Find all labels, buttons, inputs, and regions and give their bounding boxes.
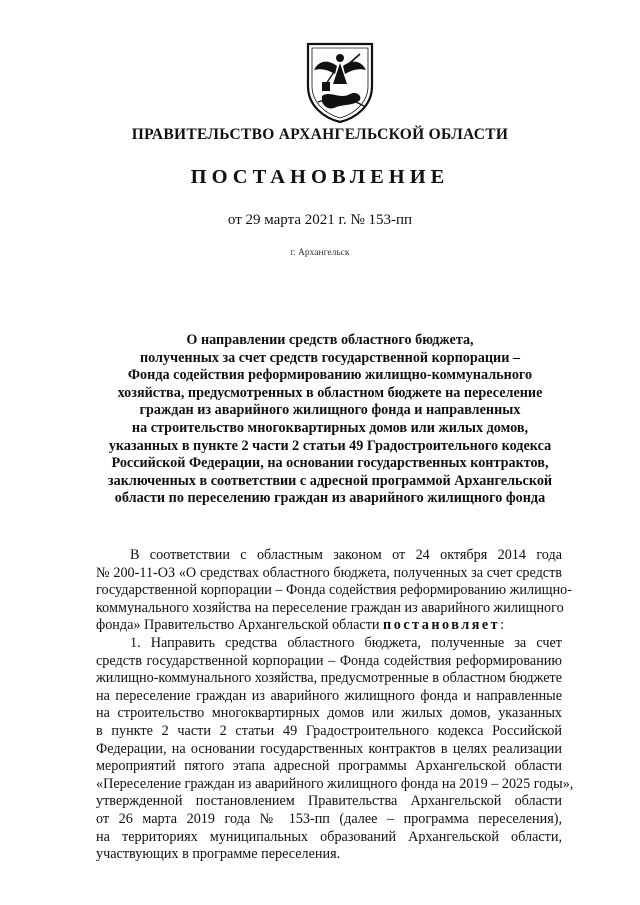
heading-line: заключенных в соответствии с адресной программой Архангельской	[107, 472, 553, 489]
heading-line: О направлении средств областного бюджета,	[186, 332, 474, 348]
coat-of-arms-icon	[300, 40, 380, 124]
document-body	[96, 547, 574, 864]
resolves-word: постановляет	[383, 617, 501, 634]
resolves-colon: :	[500, 617, 505, 634]
body-line: «Переселение граждан из аварийного жилищного фонда на 2019 – 2025 годы»,	[96, 775, 574, 792]
document-city: г. Архангельск	[290, 248, 350, 258]
heading-line: указанных в пункте 2 части 2 статьи 49 Градостроительного кодекса	[108, 437, 552, 454]
body-line: государственной корпорации – Фонда содействия реформированию жилищно-	[96, 582, 572, 599]
body-line: коммунального хозяйства на переселение граждан из аварийного жилищного	[96, 599, 564, 616]
heading-line: Российской Федерации, на основании государственных контрактов,	[111, 455, 549, 472]
body-line: мероприятий пятого этапа адресной программы Архангельской области	[96, 758, 562, 775]
body-line: Федерации, на основании государственных контрактов в целях реализации	[96, 740, 562, 757]
body-line-resolves	[96, 617, 562, 635]
body-line: на строительство многоквартирных домов или жилых домов, указанных	[96, 705, 562, 722]
body-line: в пункте 2 части 2 статьи 49 Градостроительного кодекса Российской	[96, 722, 562, 739]
heading-line: на строительство многоквартирных домов или жилых домов,	[131, 419, 529, 436]
government-title: ПРАВИТЕЛЬСТВО АРХАНГЕЛЬСКОЙ ОБЛАСТИ	[131, 126, 509, 143]
document-date-number: от 29 марта 2021 г. № 153-пп	[227, 212, 413, 228]
heading-line: граждан из аварийного жилищного фонда и направленных	[139, 402, 521, 419]
heading-line: полученных за счет средств государственной корпорации –	[139, 349, 521, 366]
document-heading	[100, 332, 560, 508]
body-line: участвующих в программе переселения.	[96, 846, 341, 863]
body-line: от 26 марта 2019 года № 153-пп (далее – программа переселения),	[96, 810, 562, 827]
body-line: № 200-11-ОЗ «О средствах областного бюджета, полученных за счет средств	[96, 564, 562, 581]
heading-line: Фонда содействия реформированию жилищно-коммунального	[127, 367, 533, 384]
body-line: В соответствии с областным законом от 24 октября 2014 года	[130, 547, 562, 563]
body-line: утвержденной постановлением Правительства Архангельской области	[96, 793, 562, 810]
body-line: 1. Направить средства областного бюджета, полученные за счет	[130, 634, 562, 651]
body-line: на переселение граждан из аварийного жилищного фонда и направленные	[96, 687, 562, 704]
heading-line: хозяйства, предусмотренных в областном бюджете на переселение	[117, 384, 543, 401]
body-line: на территориях муниципальных образований Архангельской области,	[96, 828, 562, 845]
body-line: средств государственной корпорации – Фонда содействия реформированию	[96, 652, 562, 669]
body-line-text: фонда» Правительство Архангельской области	[96, 617, 380, 634]
body-line: жилищно-коммунального хозяйства, предусмотренные в областном бюджете	[96, 670, 562, 687]
document-type-title: ПОСТАНОВЛЕНИЕ	[190, 166, 450, 188]
heading-line: области по переселению граждан из аварийного жилищного фонда	[114, 490, 546, 507]
